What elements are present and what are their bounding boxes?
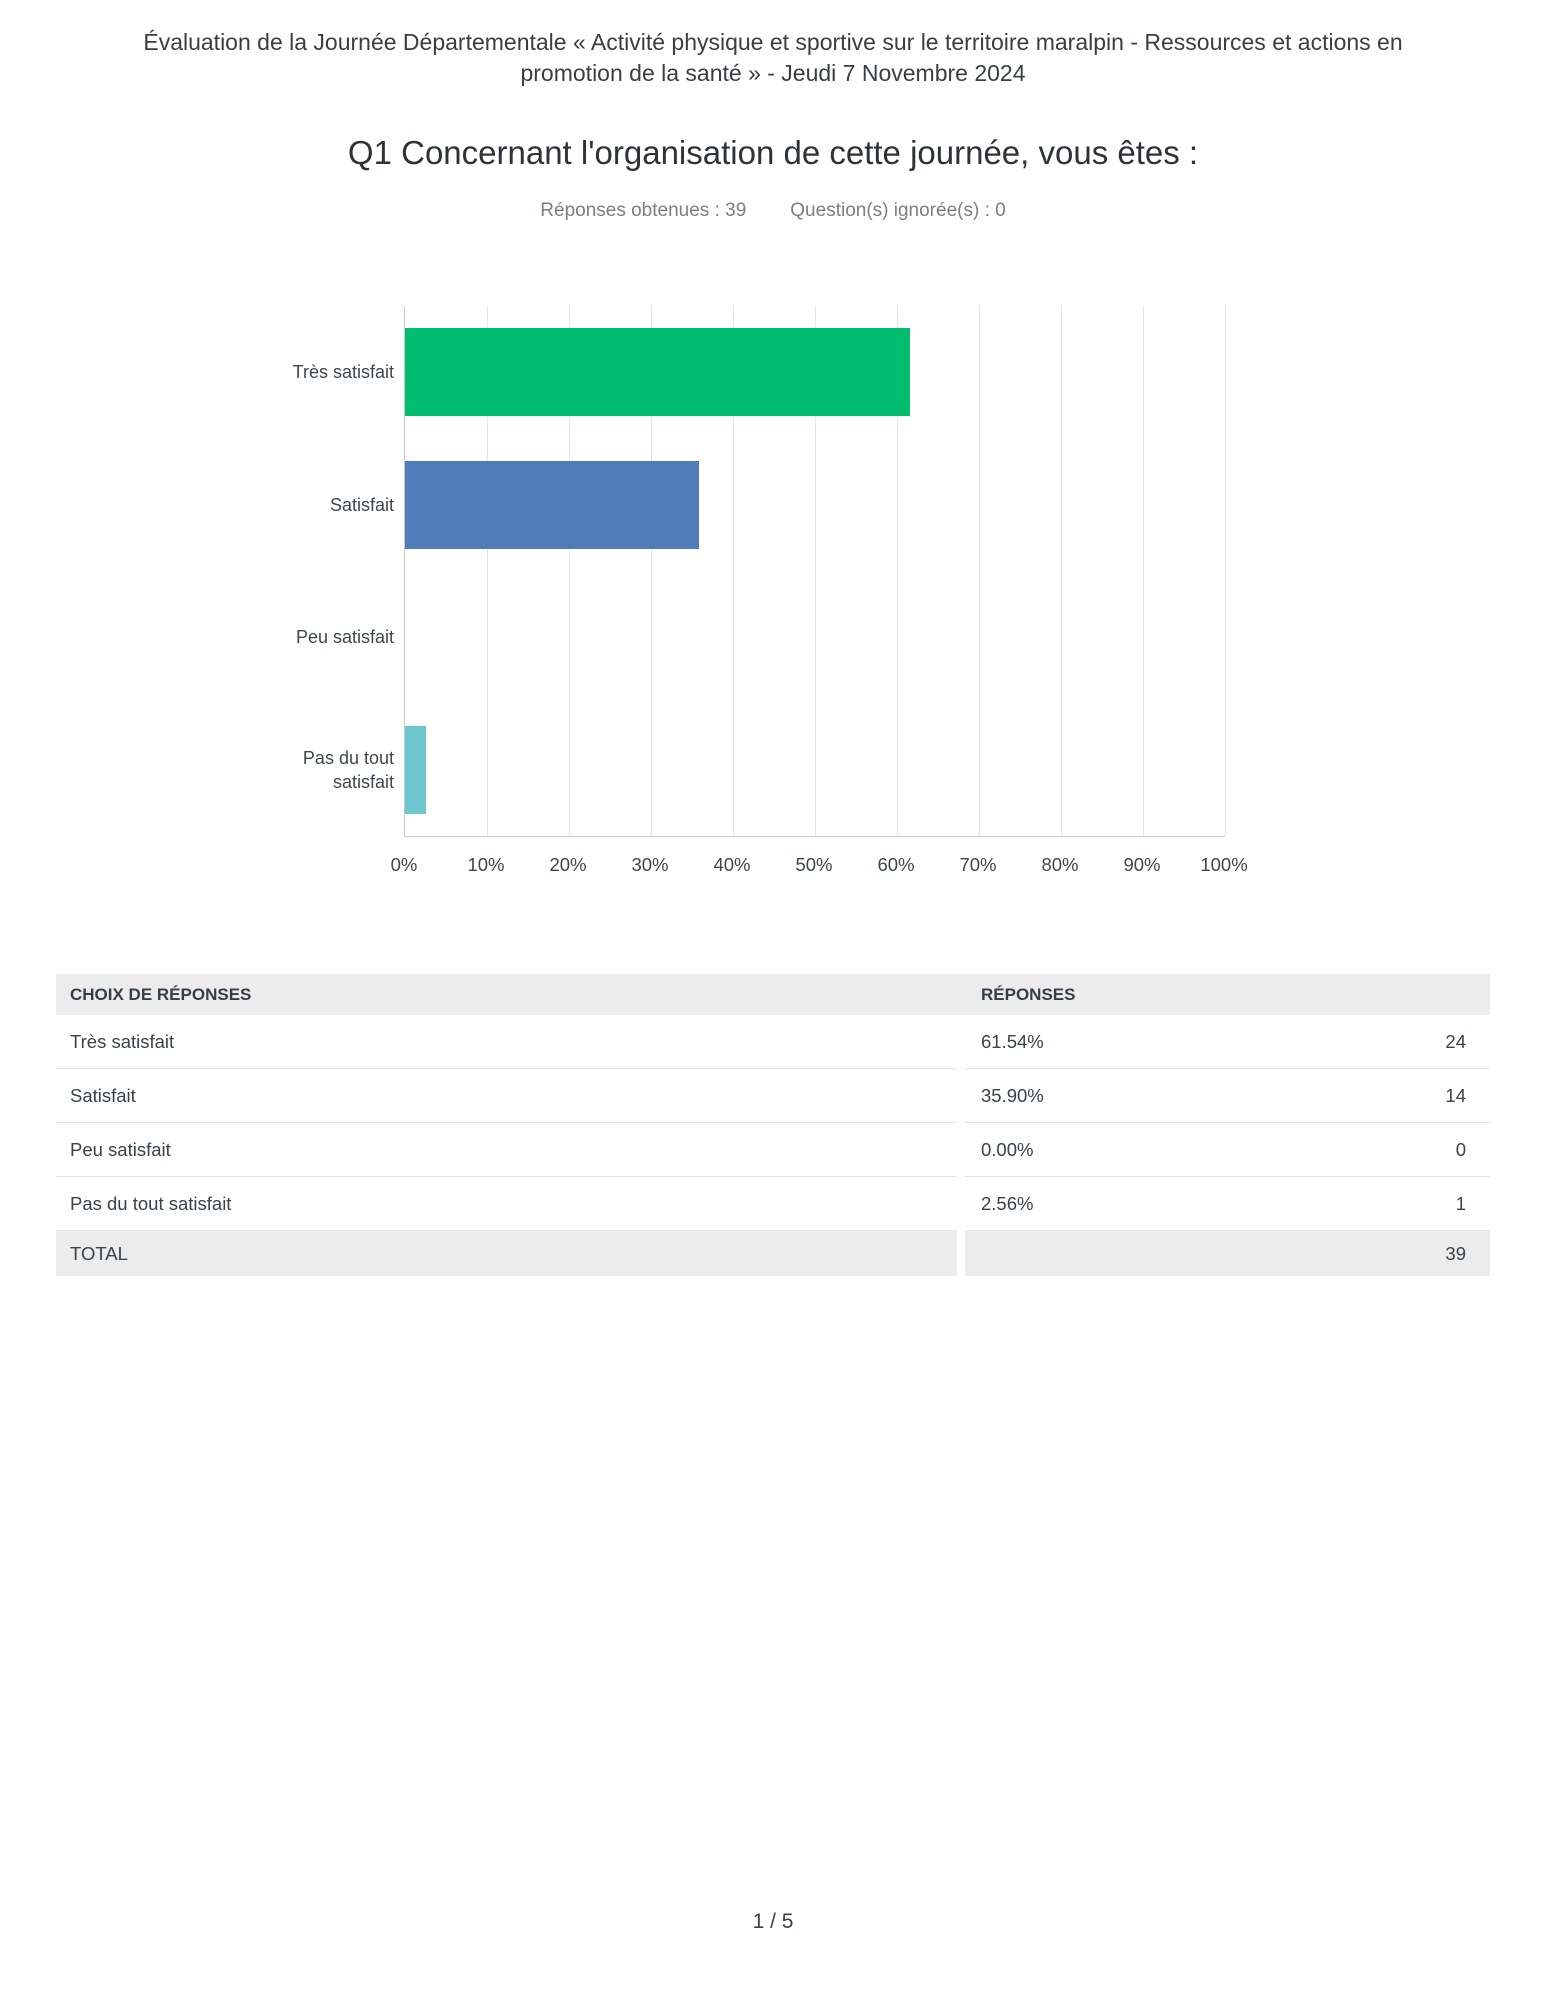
row-choice-label: Satisfait — [56, 1069, 957, 1123]
chart-bar — [405, 461, 699, 549]
row-percentage: 2.56% — [981, 1192, 1034, 1214]
gridline — [979, 306, 980, 836]
x-axis-tick-label: 10% — [467, 854, 505, 875]
category-label — [134, 704, 394, 837]
gridline — [1225, 306, 1226, 836]
chart-bar — [405, 328, 910, 416]
category-label-text: Pas du tout satisfait — [302, 747, 394, 792]
x-axis-tick-label: 20% — [549, 854, 587, 875]
row-choice-label: Pas du tout satisfait — [56, 1177, 957, 1231]
x-axis-tick-label: 70% — [959, 854, 997, 875]
table-header-row — [56, 974, 1490, 1015]
table-row — [56, 1123, 1490, 1177]
row-response-cell — [965, 1069, 1490, 1123]
table-row — [56, 1177, 1490, 1231]
gridline — [1061, 306, 1062, 836]
row-response-cell — [965, 1015, 1490, 1069]
report-title: Évaluation de la Journée Départementale « Activité physique et sportive sur le territoire maralpin - Ressources et actions en promotion de la santé » - Jeudi 7 Novembre 2024 — [143, 29, 1403, 86]
total-label: TOTAL — [56, 1231, 957, 1276]
plot-area — [404, 306, 1225, 837]
x-axis-tick-label: 60% — [877, 854, 915, 875]
table-body — [56, 1015, 1490, 1231]
category-label-text: Satisfait — [329, 494, 394, 515]
row-percentage: 0.00% — [981, 1138, 1034, 1160]
category-label-text: Peu satisfait — [295, 627, 394, 648]
x-axis-tick-label: 90% — [1123, 854, 1161, 875]
row-percentage: 35.90% — [981, 1084, 1044, 1106]
x-axis-tick-label: 30% — [631, 854, 669, 875]
answered-count: Réponses obtenues : 39 — [540, 200, 747, 221]
table-row — [56, 1069, 1490, 1123]
chart-bar — [405, 726, 426, 814]
x-axis-tick-label: 40% — [713, 854, 751, 875]
total-count: 39 — [965, 1231, 1490, 1276]
row-count: 1 — [1455, 1192, 1466, 1214]
row-count: 14 — [1445, 1084, 1466, 1106]
x-axis-tick-label: 100% — [1200, 854, 1248, 875]
row-choice-label: Peu satisfait — [56, 1123, 957, 1177]
question-stats — [0, 200, 1546, 222]
row-count: 0 — [1455, 1138, 1466, 1160]
category-label — [134, 306, 394, 439]
page-number: 1 / 5 — [752, 1910, 794, 1933]
table-row — [56, 1015, 1490, 1069]
results-table — [56, 974, 1490, 1276]
category-label — [134, 439, 394, 572]
category-label — [134, 571, 394, 704]
bar-chart — [0, 306, 1546, 906]
row-response-cell — [965, 1123, 1490, 1177]
table-header-choices: CHOIX DE RÉPONSES — [56, 974, 957, 1015]
skipped-count: Question(s) ignorée(s) : 0 — [790, 200, 1006, 221]
table-total-row — [56, 1231, 1490, 1276]
x-axis-tick-label: 50% — [795, 854, 833, 875]
row-percentage: 61.54% — [981, 1030, 1044, 1052]
table-header-responses: RÉPONSES — [965, 974, 1490, 1015]
question-title: Q1 Concernant l'organisation de cette journée, vous êtes : — [347, 134, 1199, 171]
gridline — [1143, 306, 1144, 836]
category-label-text: Très satisfait — [292, 362, 394, 383]
x-axis-tick-label: 0% — [390, 854, 418, 875]
row-count: 24 — [1445, 1030, 1466, 1052]
x-axis-tick-label: 80% — [1041, 854, 1079, 875]
row-choice-label: Très satisfait — [56, 1015, 957, 1069]
row-response-cell — [965, 1177, 1490, 1231]
